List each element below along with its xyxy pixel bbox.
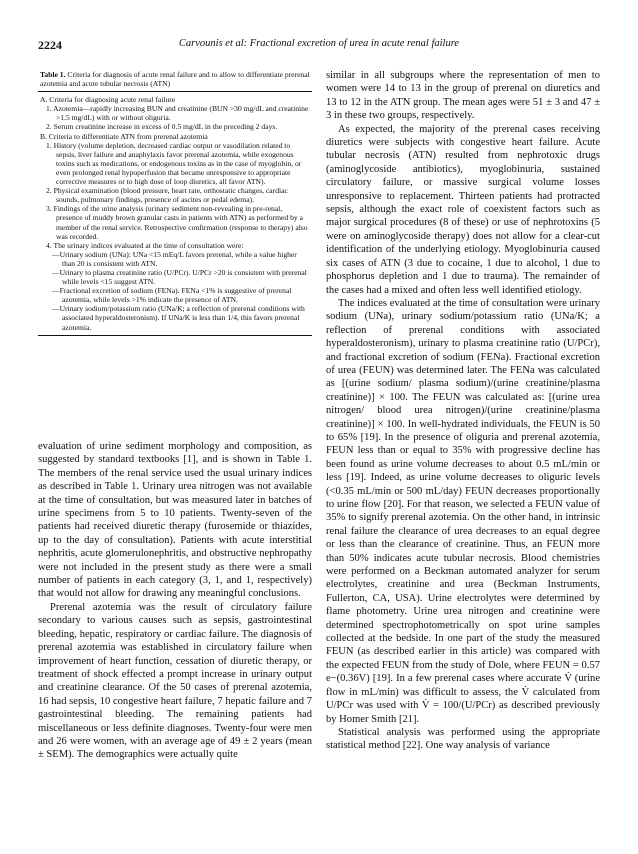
page-number: 2224 [38, 38, 62, 52]
body-paragraph: The indices evaluated at the time of consultation were urinary sodium (UNa), urinary sodium/potassium ratio (UNa/K; a reflection of prerenal conditions with associated hyperaldosteronism), urinary to plasma creatinine ratio (U/PCr), and fractional excretion of sodium (FENa). Fractional excretion of urea (FEUN) was determined later. The FENa was calculated as [(urine sodium/ plasma sodium)/(urine creatinine/plasma creatinine)] × 100. The FEUN was calculated as: [(urine urea nitrogen/ blood urea nitrogen)/(urine creatinine/plasma creatinine)] × 100. In well-hydrated individuals, the FEUN is 50 to 65% [19]. In the presence of oliguria and prerenal azotemia, FEUN less than or equal to 35% with progressive decline has been found as urine volume decreases to about 0.5 mL/min or less [19]. Indeed, as urine volume decreases to oliguric levels (<0.35 mL/min or 500 mL/day) FEUN decreases proportionally to urine flow [20]. For that reason, we selected a FEUN value of 35% to signify prerenal azotemia. On the other hand, in intrinsic renal failure the clearance of urea decreases to an equal degree or less than the clearance of creatinine. Thus, an FEUN more than 50% indicates acute tubular necrosis. Blood chemistries were performed on a Beckman automated analyzer for serum electrolytes, creatinine and urea (Beckman Instruments, Fullerton, CA, USA). Urine electrolytes were determined by flame photometry. Urine urea nitrogen and creatinine were determined spectrophotometrically on spot urine samples collected at the bedside. In one part of the study the measured FEUN (as described earlier in this article) was compared with the expected FEUN from the study of Dole, where FEUN = 0.57 e−(0.36V) [19]. In a few prerenal cases where accurate V̇ (urine flow in mL/min) was difficult to assess, the V̇ calculated from U/PCr was used with V̇ = 100/(U/PCr) as described previously by Homer Smith [21]. [326, 297, 600, 725]
table-label: Table 1. [40, 70, 66, 79]
table-caption [40, 70, 310, 88]
table-subitem: —Urinary to plasma creatinine ratio (U/PCr). U/PCr >20 is consistent with prerenal while levels <15 suggest ATN. [52, 267, 307, 287]
body-paragraph: Statistical analysis was performed using the appropriate statistical method [22]. One way analysis of variance [326, 726, 600, 752]
table-subitem: —Fractional excretion of sodium (FENa). FENa <1% is suggestive of prerenal azotemia, while levels >1% indicate the presence of ATN. [52, 286, 292, 305]
left-column [38, 440, 312, 762]
right-column [326, 69, 600, 753]
table-item: 4. The urinary indices evaluated at the time of consultation were: [46, 240, 244, 250]
table-item: 2. Serum creatinine increase in excess of 0.5 mg/dL in the preceding 2 days. [46, 122, 278, 132]
table-caption-text: Criteria for diagnosis of acute renal failure and to allow to differentiate prerenal azotemia and acute tubular necrosis (ATN) [40, 70, 310, 89]
body-paragraph: evaluation of urine sediment morphology and composition, as suggested by standard textbooks [1], and is shown in Table 1. The members of the renal service used the usual urinary indices as described in Table 1. Urinary urea nitrogen was not available at the time of consultation, but was measured later in batches of urine specimens from 5 to 10 patients. Twenty-seven of the patients had received diuretic therapy (furosemide or thiazides, up to the day of consultation). Patients with acute interstitial nephritis, acute glomerulonephritis, and obstructive nephropathy were not included in the present study as there were a small number of patients in each category (3, 1, and 1, respectively) that would not allow for drawing any meaningful conclusions. [38, 441, 312, 600]
page-header [38, 38, 600, 54]
table-subitem: —Urinary sodium/potassium ratio (UNa/K; a reflection of prerenal conditions with associated hyperaldosteronism). If UNa/K is less than 1/4, this favors prerenal azotemia. [52, 304, 305, 332]
table-body [38, 92, 312, 334]
body-paragraph: As expected, the majority of the prerenal cases receiving diuretics were subjects with congestive heart failure. Acute tubular necrosis (ATN) resulted from nephrotoxic drugs (aminoglycoside antibiotics), myoglobinuria, sustained circulatory failure, or massive surgical volume losses unresponsive to replacement. Thirteen patients had protracted sepsis, although the exact role of coexistent factors such as major surgical procedures (8 of these) or use of nephrotoxins (5 were on aminoglycoside therapy) does not allow for a clear-cut identification of the underlying etiology. Myoglobinuria caused six cases of ATN (3 due to cocaine, 1 due to alcohol, 1 due to phosphorus depletion and 1 due to trauma). The remainder of the cases had a mixed and often less well identified etiology. [326, 123, 600, 296]
table-section-b-title: B. Criteria to differentiate ATN from prerenal azotemia [40, 131, 208, 141]
criteria-table [38, 70, 312, 336]
table-item: 1. Azotemia—rapidly increasing BUN and creatinine (BUN >30 mg/dL and creatinine >1.5 mg/dL) with or without oliguria. [46, 104, 309, 123]
table-item: 3. Findings of the urine analysis (urinary sediment non-revealing in pre-renal, presence of muddy brown granular casts in patients with ATN) as performed by a member of the renal service. Retrospective confirmation (response to therapy) also was recorded. [46, 204, 308, 241]
body-paragraph: similar in all subgroups where the representation of men to women were 14 to 13 in the group of prerenal on diuretics and 13 to 12 in the ATN group. The mean ages were 51 ± 3 and 47 ± 3 in these two groups, respectively. [326, 70, 600, 122]
body-paragraph: Prerenal azotemia was the result of circulatory failure secondary to various causes such as sepsis, gastrointestinal bleeding, hepatic, respiratory or cardiac failure. The diagnosis of prerenal azotemia was established in circulatory failure when improvement of heart function, cessation of diuretic therapy, or treatment of shock effected a prompt increase in urinary output and creatinine clearance. Of the 50 cases of prerenal azotemia, 16 had sepsis, 10 congestive heart failure, 7 hepatic failure and 7 gastrointestinal bleeding. The remaining patients had miscellaneous or less definite diagnoses. Twenty-four were men and 26 were women, with an average age of 49 ± 2 years (mean ± SEM). The demographics were actually quite [38, 601, 312, 761]
table-bottom-rule [38, 335, 312, 336]
table-subitem: —Urinary sodium (UNa): UNa <15 mEq/L favors prerenal, while a value higher than 20 is consistent with ATN. [52, 249, 297, 268]
table-item: 2. Physical examination (blood pressure, heart rate, orthostatic changes, cardiac sounds, pulmonary findings, presence of ascites or pedal edema). [46, 186, 288, 205]
table-item: 1. History (volume depletion, decreased cardiac output or vasodilation related to sepsis, liver failure and anaphylaxis favor prerenal azotemia, while exogenous toxins such as medications, or endogenous toxins as in the case of myoglobin, or even prolonged renal hypoperfusion that became unresponsive to appropriate corrective measures or to high dose of loop diuretics, all favor ATN). [46, 140, 302, 187]
table-section-a-title: A. Criteria for diagnosing acute renal failure [40, 95, 176, 105]
running-title: Carvounis et al: Fractional excretion of urea in acute renal failure [178, 38, 460, 49]
